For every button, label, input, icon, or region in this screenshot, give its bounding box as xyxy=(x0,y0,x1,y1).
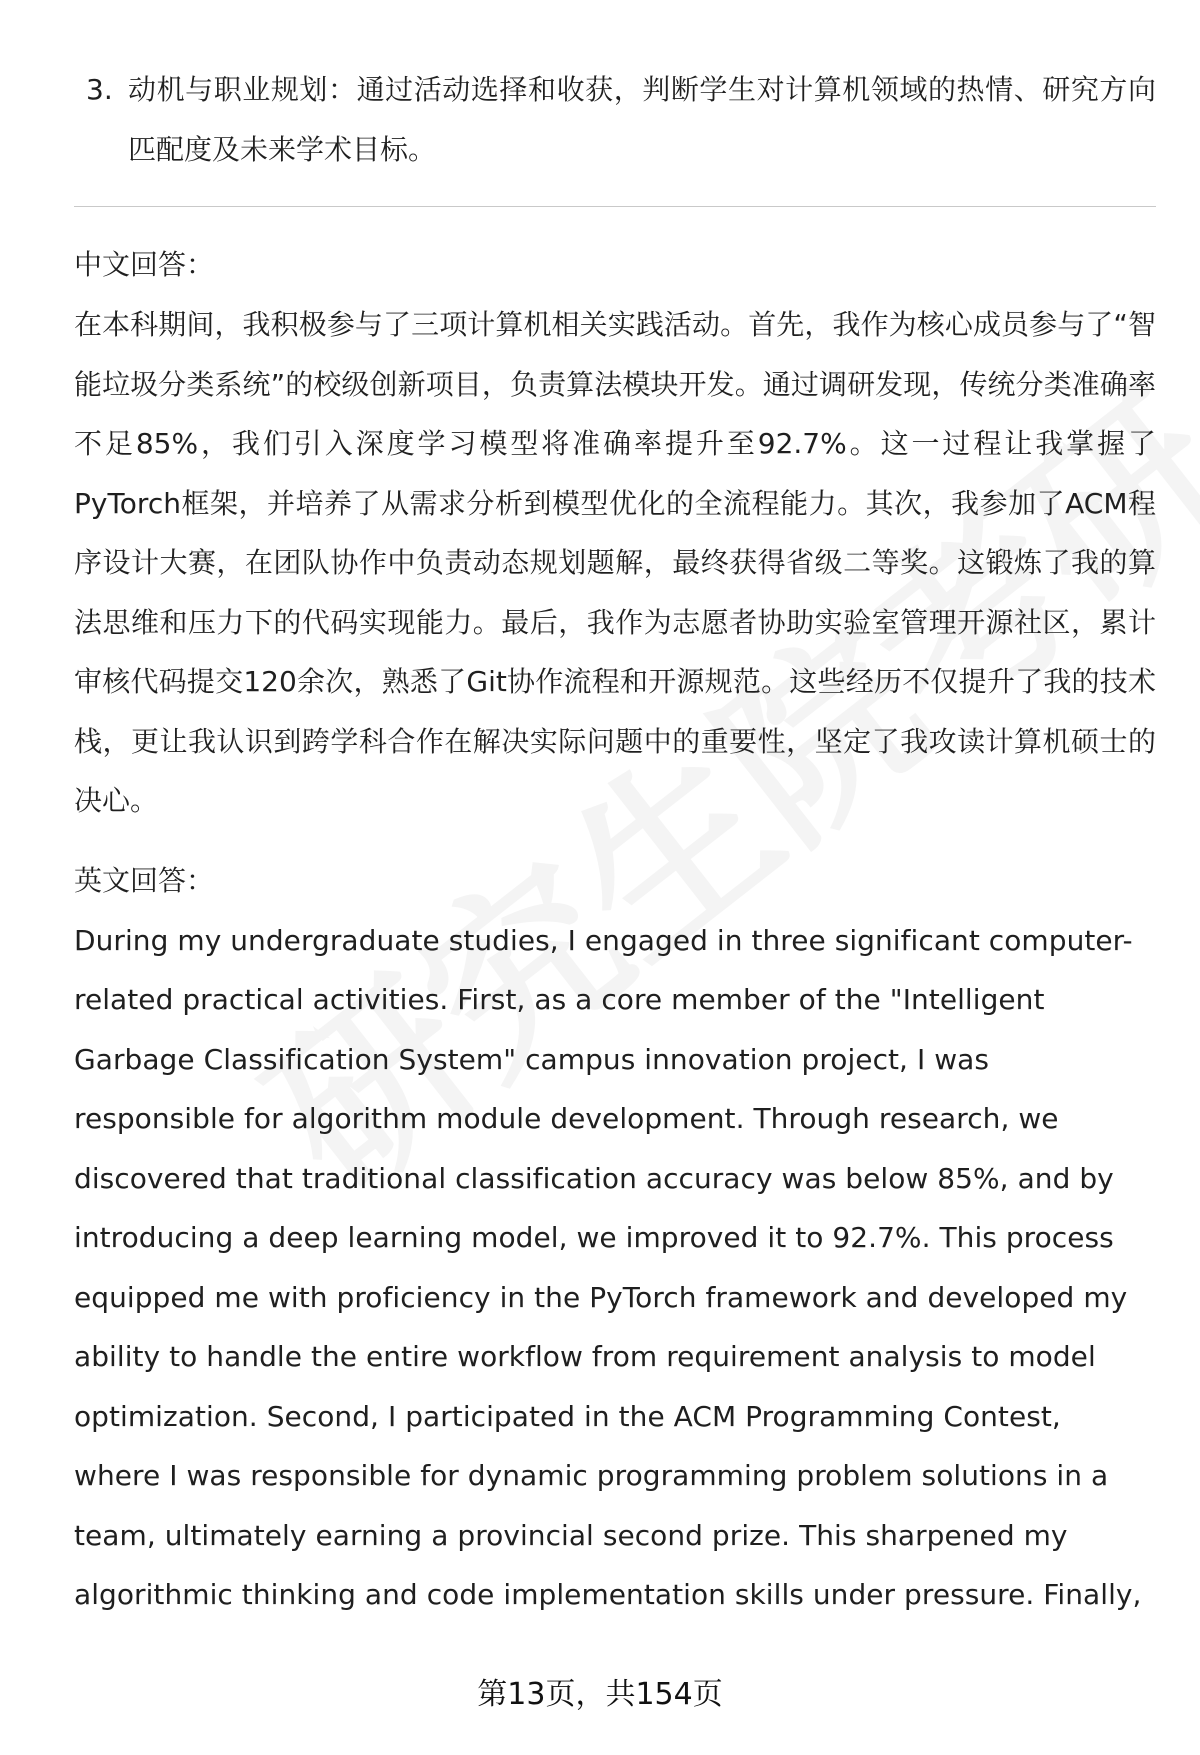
chinese-answer-label: 中文回答： xyxy=(74,248,215,281)
divider xyxy=(74,206,1156,207)
chinese-answer-section xyxy=(74,235,1156,831)
english-answer-label: 英文回答： xyxy=(74,863,215,897)
english-answer-body: During my undergraduate studies, I engaged in three significant computer-related practical activities. First, as a core member of the "Intelligent Garbage Classification System" campus innovation project, I was responsible for algorithm module development. Through research, we discovered that traditional classification accuracy was below 85%, and by introducing a deep learning model, we improved it to 92.7%. This process equipped me with proficiency in the PyTorch framework and developed my ability to handle the entire workflow from requirement analysis to model optimization. Second, I participated in the ACM Programming Contest, where I was responsible for dynamic programming problem solutions in a team, ultimately earning a provincial second prize. This sharpened my algorithmic thinking and code implementation skills under pressure. Finally, xyxy=(74,923,1142,1611)
chinese-answer-body: 在本科期间，我积极参与了三项计算机相关实践活动。首先，我作为核心成员参与了“智能垃圾分类系统”的校级创新项目，负责算法模块开发。通过调研发现，传统分类准确率不足85%，我们引入深度学习模型将准确率提升至92.7%。这一过程让我掌握了PyTorch框架，并培养了从需求分析到模型优化的全流程能力。其次，我参加了ACM程序设计大赛，在团队协作中负责动态规划题解，最终获得省级二等奖。这锻炼了我的算法思维和压力下的代码实现能力。最后，我作为志愿者协助实验室管理开源社区，累计审核代码提交120余次，熟悉了Git协作流程和开源规范。这些经历不仅提升了我的技术栈，更让我认识到跨学科合作在解决实际问题中的重要性，坚定了我攻读计算机硕士的决心。 xyxy=(74,308,1156,817)
list-item xyxy=(74,60,1156,180)
list-text: 动机与职业规划：通过活动选择和收获，判断学生对计算机领域的热情、研究方向匹配度及未来学术目标。 xyxy=(128,73,1156,166)
page-footer: 第13页，共154页 xyxy=(477,1677,723,1712)
document-page xyxy=(74,60,1156,1625)
list-number: 3. xyxy=(86,73,113,106)
english-answer-section xyxy=(74,851,1156,1625)
